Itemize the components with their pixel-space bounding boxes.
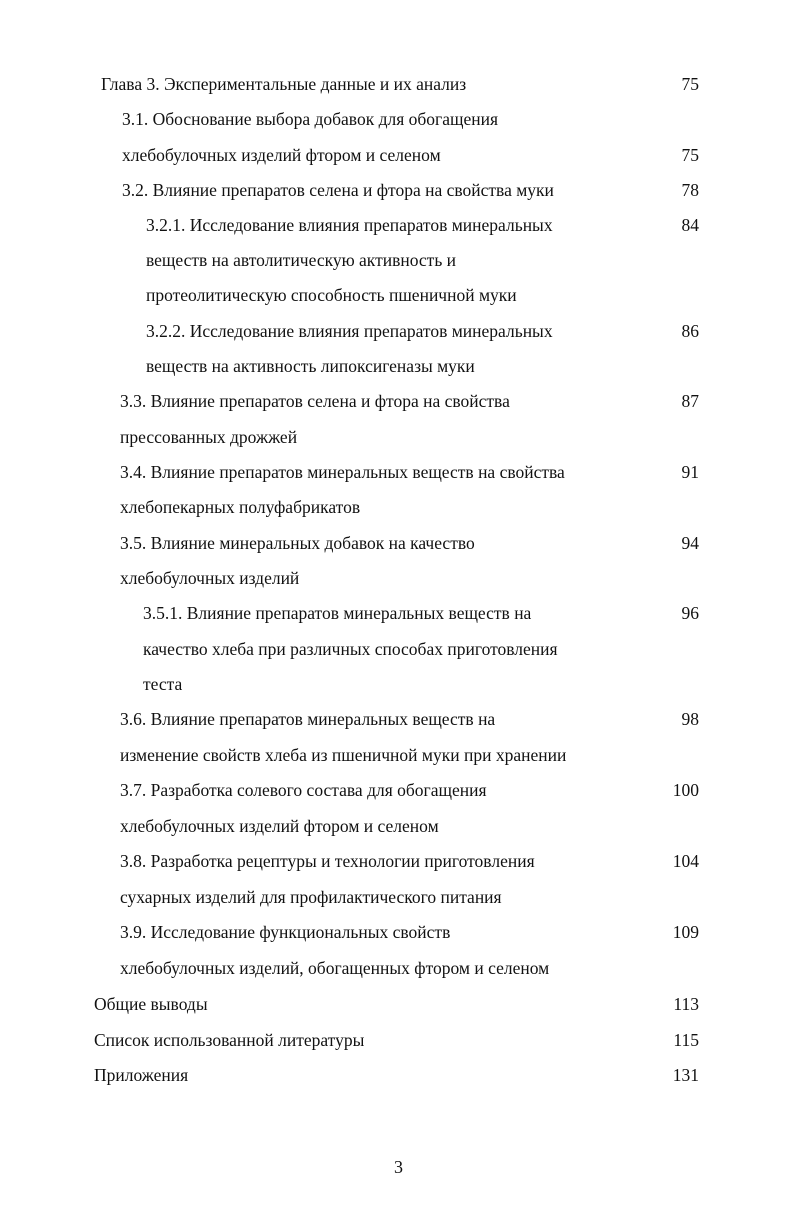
toc-title-3-6-line-2: изменение свойств хлеба из пшеничной муки при хранении bbox=[120, 745, 567, 765]
toc-page-3-5-1: 96 bbox=[681, 603, 699, 623]
toc-page-3-5: 94 bbox=[681, 533, 699, 553]
toc-page-3-3: 87 bbox=[681, 391, 699, 411]
toc-title-3-1-line-2: хлебобулочных изделий фтором и селеном bbox=[122, 145, 441, 165]
toc-title-3-8-line-2: сухарных изделий для профилактического питания bbox=[120, 887, 502, 907]
toc-page-3-9: 109 bbox=[672, 922, 699, 942]
toc-page-3-4: 91 bbox=[681, 462, 699, 482]
toc-page-conclusions: 113 bbox=[673, 994, 699, 1014]
toc-title-3-6-line-1: 3.6. Влияние препаратов минеральных веществ на bbox=[120, 709, 496, 729]
toc-page-3-2-2: 86 bbox=[681, 321, 699, 341]
toc-page-references: 115 bbox=[673, 1030, 699, 1050]
toc-title-3-1-line-1: 3.1. Обоснование выбора добавок для обогащения bbox=[122, 109, 499, 129]
toc-title-conclusions: Общие выводы bbox=[94, 994, 208, 1014]
toc-title-3-2-2-line-1: 3.2.2. Исследование влияния препаратов минеральных bbox=[146, 321, 553, 341]
toc-title-3-5-1-line-2: качество хлеба при различных способах приготовления bbox=[143, 639, 558, 659]
toc-page-chapter-3: 75 bbox=[681, 74, 699, 94]
toc-title-appendices: Приложения bbox=[94, 1065, 189, 1085]
toc-title-references: Список использованной литературы bbox=[94, 1030, 365, 1050]
toc-page-3-8: 104 bbox=[672, 851, 699, 871]
toc-title-3-5-line-2: хлебобулочных изделий bbox=[120, 568, 300, 588]
toc-title-3-3-line-2: прессованных дрожжей bbox=[120, 427, 298, 447]
toc-title-3-7-line-2: хлебобулочных изделий фтором и селеном bbox=[120, 816, 439, 836]
toc-title-3-2-2-line-2: веществ на активность липоксигеназы муки bbox=[146, 356, 475, 376]
toc-page-3-2: 78 bbox=[681, 180, 699, 200]
toc-title-3-4-line-2: хлебопекарных полуфабрикатов bbox=[120, 497, 361, 517]
toc-title-3-4-line-1: 3.4. Влияние препаратов минеральных веществ на свойства bbox=[120, 462, 565, 482]
toc-page-3-7: 100 bbox=[672, 780, 699, 800]
toc-title-3-2-1-line-2: веществ на автолитическую активность и bbox=[146, 250, 457, 270]
toc-title-3-2-1-line-3: протеолитическую способность пшеничной муки bbox=[146, 285, 517, 305]
page-number: 3 bbox=[394, 1157, 403, 1177]
toc-page-appendices: 131 bbox=[672, 1065, 699, 1085]
toc-title-3-5-1-line-1: 3.5.1. Влияние препаратов минеральных веществ на bbox=[143, 603, 532, 623]
toc-title-3-5-1-line-3: теста bbox=[143, 674, 183, 694]
toc-title-3-9-line-2: хлебобулочных изделий, обогащенных фтором и селеном bbox=[120, 958, 550, 978]
toc-title-3-2-1-line-1: 3.2.1. Исследование влияния препаратов минеральных bbox=[146, 215, 553, 235]
toc-title-chapter-3: Глава 3. Экспериментальные данные и их анализ bbox=[101, 74, 467, 94]
toc-page-3-2-1: 84 bbox=[681, 215, 699, 235]
toc-title-3-2: 3.2. Влияние препаратов селена и фтора на свойства муки bbox=[122, 180, 554, 200]
toc-page-3-1: 75 bbox=[681, 145, 699, 165]
toc-title-3-7-line-1: 3.7. Разработка солевого состава для обогащения bbox=[120, 780, 487, 800]
toc-title-3-5-line-1: 3.5. Влияние минеральных добавок на качество bbox=[120, 533, 475, 553]
toc-title-3-3-line-1: 3.3. Влияние препаратов селена и фтора на свойства bbox=[120, 391, 510, 411]
toc-title-3-9-line-1: 3.9. Исследование функциональных свойств bbox=[120, 922, 451, 942]
toc-title-3-8-line-1: 3.8. Разработка рецептуры и технологии приготовления bbox=[120, 851, 535, 871]
toc-page-3-6: 98 bbox=[681, 709, 699, 729]
